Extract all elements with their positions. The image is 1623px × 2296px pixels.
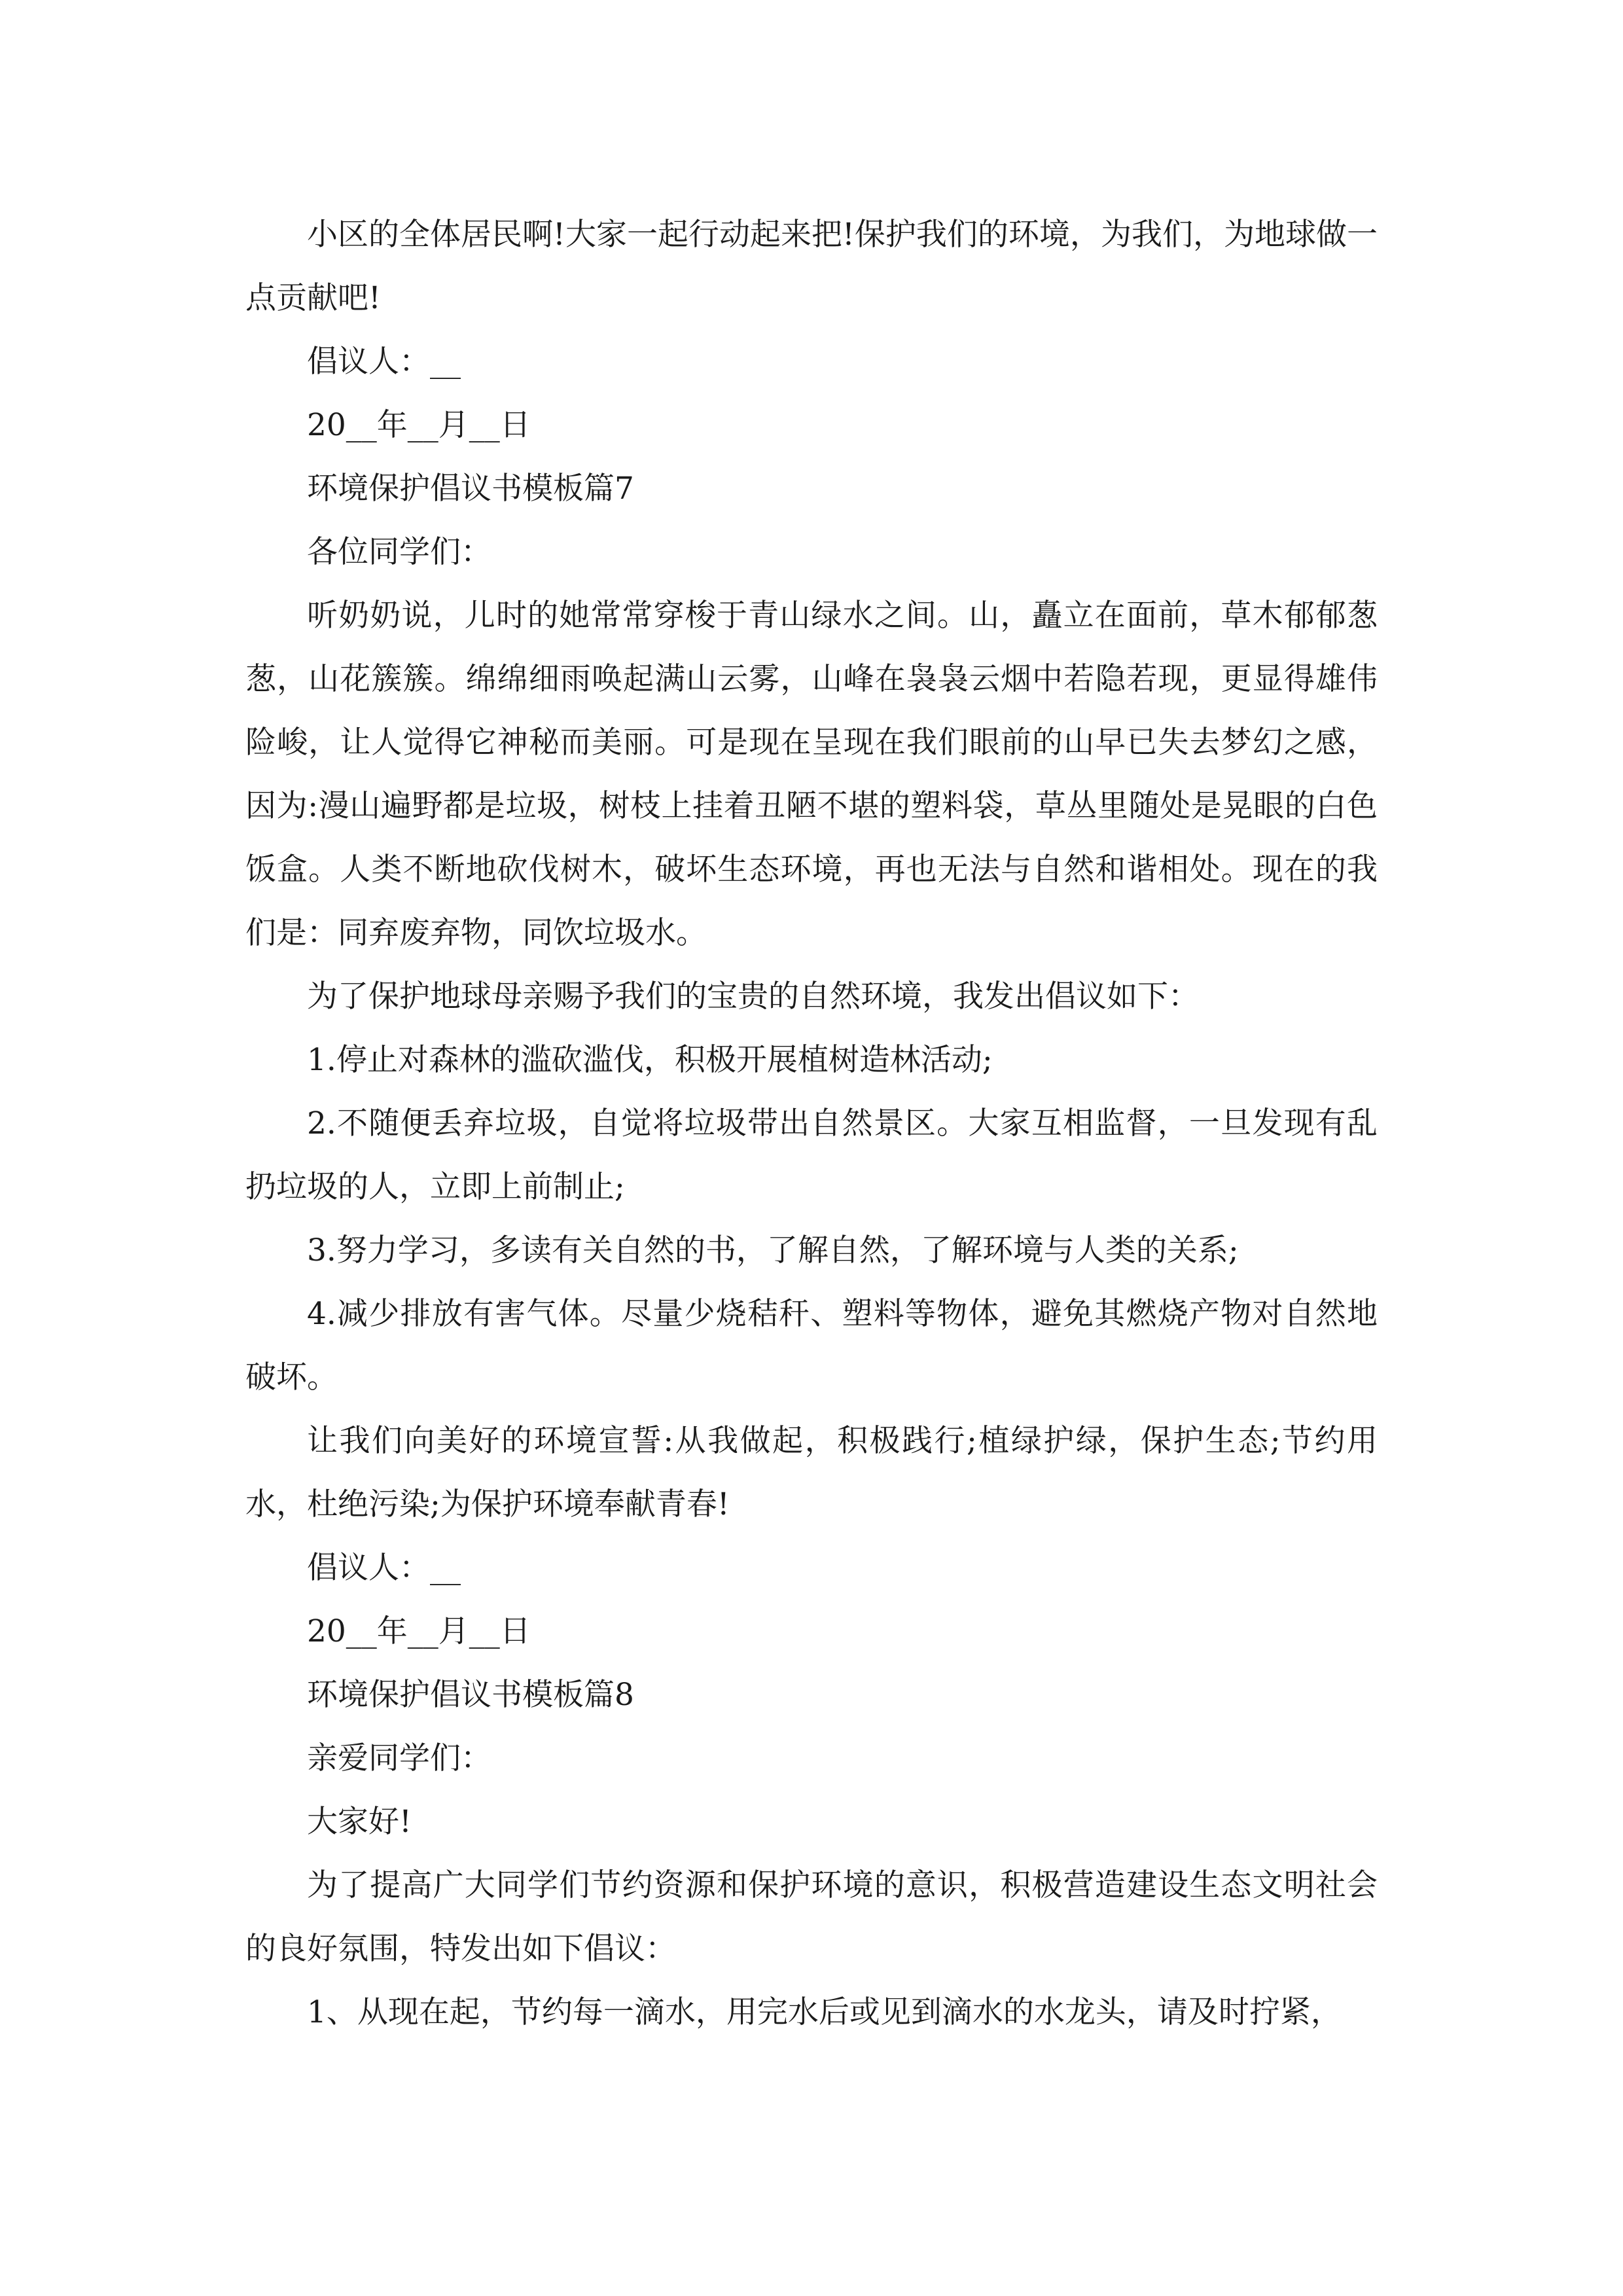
paragraph-pledge: 让我们向美好的环境宣誓:从我做起，积极践行;植绿护绿，保护生态;节约用水，杜绝污染;为保护环境奉献青春!: [245, 1423, 1378, 1522]
document-page: [245, 203, 1378, 2044]
section-title-8: 环境保护倡议书模板篇8: [307, 1677, 634, 1713]
signature-line: 倡议人：__: [307, 344, 461, 380]
paragraph-closing-appeal: 小区的全体居民啊!大家一起行动起来把!保护我们的环境，为我们，为地球做一点贡献吧!: [245, 217, 1378, 316]
proposal-item-1: 1、从现在起，节约每一滴水，用完水后或见到滴水的水龙头，请及时拧紧，: [307, 1994, 1342, 2030]
paragraph-intro-proposal: 为了保护地球母亲赐予我们的宝贵的自然环境，我发出倡议如下：: [307, 978, 1199, 1014]
date-line: 20__年__月__日: [307, 1613, 531, 1649]
proposal-item-3: 3.努力学习，多读有关自然的书，了解自然，了解环境与人类的关系;: [307, 1232, 1239, 1268]
paragraph-intro-proposal: 为了提高广大同学们节约资源和保护环境的意识，积极营造建设生态文明社会的良好氛围，特发出如下倡议：: [245, 1867, 1378, 1967]
salutation: 各位同学们：: [307, 534, 491, 570]
section-title-7: 环境保护倡议书模板篇7: [307, 471, 634, 507]
greeting: 大家好!: [307, 1804, 412, 1840]
date-line: 20__年__月__日: [307, 407, 531, 443]
proposal-item-2: 2.不随便丢弃垃圾，自觉将垃圾带出自然景区。大家互相监督，一旦发现有乱扔垃圾的人，立即上前制止;: [245, 1105, 1378, 1205]
paragraph-story: 听奶奶说，儿时的她常常穿梭于青山绿水之间。山，矗立在面前，草木郁郁葱葱，山花簇簇。绵绵细雨唤起满山云雾，山峰在袅袅云烟中若隐若现，更显得雄伟险峻，让人觉得它神秘而美丽。可是现在呈现在我们眼前的山早已失去梦幻之感，因为:漫山遍野都是垃圾，树枝上挂着丑陋不堪的塑料袋，草丛里随处是晃眼的白色饭盒。人类不断地砍伐树木，破坏生态环境，再也无法与自然和谐相处。现在的我们是：同弃废弃物，同饮垃圾水。: [245, 598, 1378, 951]
salutation: 亲爱同学们：: [307, 1740, 491, 1776]
proposal-item-1: 1.停止对森林的滥砍滥伐，积极开展植树造林活动;: [307, 1042, 993, 1078]
signature-line: 倡议人：__: [307, 1550, 461, 1586]
proposal-item-4: 4.减少排放有害气体。尽量少烧秸秆、塑料等物体，避免其燃烧产物对自然地破坏。: [245, 1296, 1378, 1395]
